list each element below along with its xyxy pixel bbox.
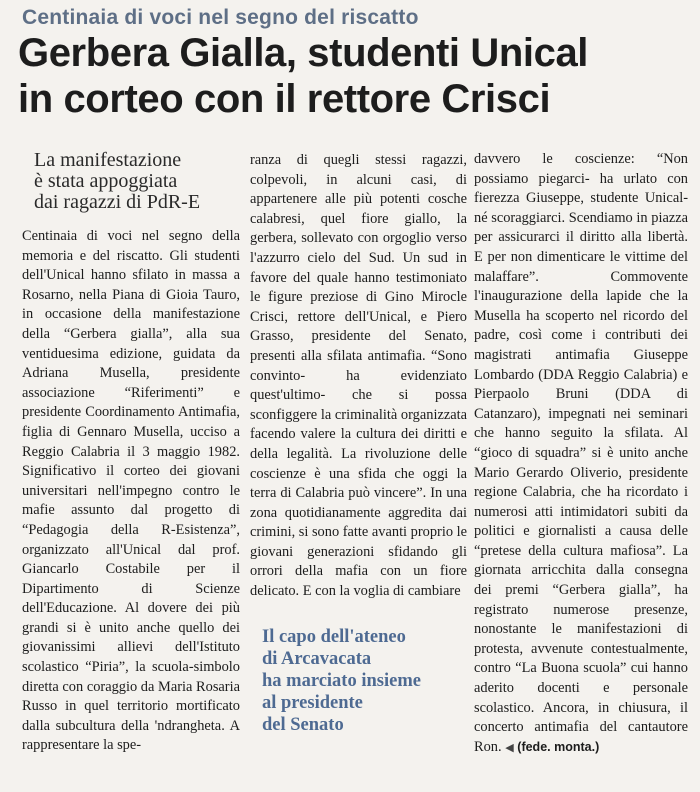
subhead-line: La manifestazione xyxy=(34,149,182,171)
article-headline xyxy=(18,30,688,122)
pull-quote-line: di Arcavacata xyxy=(262,648,372,669)
pull-quote-line: Il capo dell'ateneo xyxy=(262,626,406,647)
headline-line: in corteo con il rettore Crisci xyxy=(18,77,551,121)
author-signature: (fede. monta.) xyxy=(517,739,600,754)
pull-quote-line: del Senato xyxy=(262,714,344,735)
headline-line: Gerbera Gialla, studenti Unical xyxy=(18,31,589,75)
subhead-line: dai ragazzi di PdR-E xyxy=(34,191,201,213)
body-text xyxy=(474,150,688,758)
column-3 xyxy=(474,150,688,758)
pull-quote xyxy=(250,626,467,736)
triangle-left-icon: ◀ xyxy=(505,741,514,754)
article-kicker: Centinaia di voci nel segno del riscatto xyxy=(22,6,419,29)
body-text: Centinaia di voci nel segno della memoria e del riscatto. Gli studenti dell'Unical hanno sfilato in massa a Rosarno, nella Piana di Gioia Tauro, in occasione della manifestazione della “Gerbera gialla”, alla sua ventiduesima edizione, guidata da Adriana Musella, presidente associazione “Riferimenti” e presidente Coordinamento Antimafia, figlia di Gennaro Musella, ucciso a Reggio Calabria il 3 maggio 1982. Significativo il corteo dei giovani universitari nell'impegno contro le mafie assunto dal progetto di “Pedagogia della R-Esistenza”, organizzato all'Unical dal prof. Giancarlo Costabile per il Dipartimento di Scienze dell'Educazione. Al dovere dei più grandi si è unito anche quello dei giovanissimi allievi dell'Istituto scolastico “Piria”, la scuola-simbolo diretta con coraggio da Maria Rosaria Russo in quel territorio mortificato dalla subcultura della 'ndrangheta. A rappresentare la spe- xyxy=(22,228,240,754)
subhead-line: è stata appoggiata xyxy=(34,170,178,192)
pull-quote-line: ha marciato insieme xyxy=(262,670,421,691)
column-2 xyxy=(250,151,467,736)
body-text: ranza di quegli stessi ragazzi, colpevoli, in alcuni casi, di appartenere alle più potenti cosche calabresi, quel fiore giallo, la gerbera, sollevato con orgoglio verso l'azzurro cielo del Sud. Un sud in favore del quale hanno testimoniato le figure preziose di Gino Mirocle Crisci, rettore dell'Unical, e Piero Grasso, presidente del Senato, presenti alla sfilata antimafia. “Sono convinto- ha evidenziato quest'ultimo- che si possa sconfiggere la criminalità organizzata facendo valere la cultura dei diritti e della legalità. La rivoluzione delle coscienze è una sfida che oggi la terra di Calabria può vincere”. In una zona quotidianamente aggredita dai crimini, si sono fatte avanti proprio le giovani generazioni sfidando gli orrori della mafia con un fiore delicato. E con la voglia di cambiare xyxy=(250,152,468,600)
article-subhead xyxy=(34,150,240,213)
pull-quote-line: al presidente xyxy=(262,692,363,713)
body-text-span: davvero le coscienze: “Non possiamo piegarci- ha urlato con fierezza Giuseppe, studente Unical- né scoraggiarci. Scendiamo in piazza per assicurarci il diritto alla libertà. E per non dimenticare le vittime del malaffare”. Commovente l'inaugurazione della lapide che la Musella ha scoperto nel ricordo del padre, così come i contributi dei magistrati antimafia Giuseppe Lombardo (DDA Reggio Calabria) e Pierpaolo Bruni (DDA di Catanzaro), impegnati nei seminari che hanno seguito la sfilata. Al “gioco di squadra” si è unito anche Mario Gerardo Oliverio, presidente regione Calabria, che ha ricordato i numerosi atti intimidatori subiti da politici e giornalisti a causa delle “pretese della cultura mafiosa”. La giornata arricchita dalla consegna dei premi “Gerbera gialla”, ha registrato numerose presenze, nonostante le manifestazioni di protesta, avvenute contestualmente, contro “La Buona scuola” cui hanno aderito docenti e personale scolastico. Ancora, in chiusura, il concerto antimafia del cantautore Ron. xyxy=(474,151,688,755)
column-1 xyxy=(22,150,240,756)
